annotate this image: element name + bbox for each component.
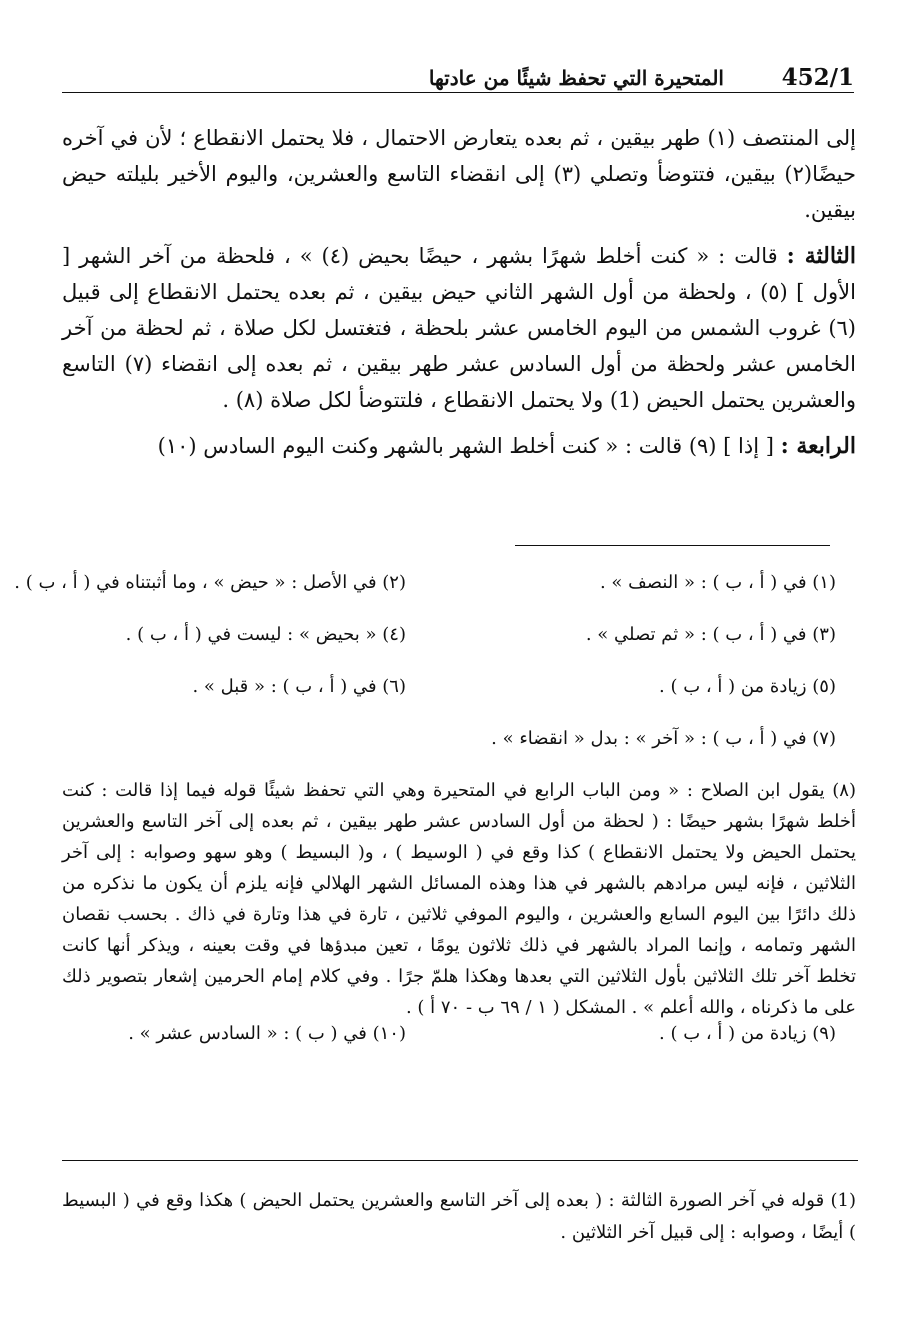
case-label-third: الثالثة : (786, 243, 856, 269)
footnote-7: (٧) في ( أ ، ب ) : « آخر » : بدل « انقضاء » . (491, 728, 836, 749)
footnote-6: (٦) في ( أ ، ب ) : « قبل » . (192, 676, 406, 697)
footnote-8: (٨) يقول ابن الصلاح : « ومن الباب الرابع في المتحيرة وهي التي تحفظ شيئًا قوله فيما إذا قالت : كنت أخلط شهرًا بشهر حيضًا : ( لحظة من أول السادس عشر طهر بيقين ، ثم بعده إلى آخر التاسع والعشرين يحتمل الحيض ولا يحتمل الانقطاع ) كذا وقع في ( الوسيط ) ، و( البسيط ) وهو سهو وصوابه : إلى آخر الثلاثين ، فإنه ليس مرادهم بالشهر في هذا وهذه المسائل الشهر الهلالي فإنه يلزم أن يكون ما نذكره من ذلك دائرًا بين اليوم السابع والعشرين ، واليوم الموفي ثلاثين ، تارة في هذا وتارة في ذاك . بحسب نقصان الشهر وتمامه ، وإنما المراد بالشهر في ذلك ثلاثون يومًا ، تعين مبدؤها في وقت بعينه ، ويذكر أنها كانت تخلط آخر تلك الثلاثين بأول الثلاثين التي بعدها وهكذا هلمّ جرًا . وفي كلام إمام الحرمين إشعار بتصوير ذلك على ما ذكرناه ، والله أعلم » . المشكل ( ١ / ٦٩ ب - ٧٠ أ ) . (62, 780, 856, 1018)
footnote-row (62, 676, 836, 728)
footnote-5: (٥) زيادة من ( أ ، ب ) . (659, 676, 836, 697)
third-case-text: قالت : « كنت أخلط شهرًا بشهر ، حيضًا بحيض (٤) » ، فلحظة من آخر الشهر [ الأول ] (٥) ، ولحظة من أول الشهر الثاني حيض بيقين ، ثم بعده يحتمل الانقطاع إلى قبيل (٦) غروب الشمس من اليوم الخامس عشر بلحظة ، فتغتسل لكل صلاة ، ثم لحظة من آخر الخامس عشر ولحظة من أول السادس عشر طهر بيقين ، ثم بعده إلى انقضاء (٧) التاسع والعشرين يحتمل الحيض (1) ولا يحتمل الانقطاع ، فلتتوضأ لكل صلاة (٨) . (62, 244, 857, 412)
editor-note-separator (62, 1160, 858, 1161)
paragraph-third-case (62, 238, 856, 418)
footnote-1: (١) في ( أ ، ب ) : « النصف » . (599, 572, 836, 593)
paragraph-fourth-case (62, 428, 856, 464)
footnote-separator (515, 545, 830, 546)
footnote-2: (٢) في الأصل : « حيض » ، وما أثبتناه في ( أ ، ب ) . (14, 572, 406, 593)
footnote-4: (٤) « بحيض » : ليست في ( أ ، ب ) . (125, 624, 406, 645)
running-title: المتحيرة التي تحفظ شيئًا من عادتها (428, 66, 724, 90)
editor-note: (1) قوله في آخر الصورة الثالثة : ( بعده إلى آخر التاسع والعشرين يحتمل الحيض ) هكذا وقع في ( البسيط ) أيضًا ، وصوابه : إلى قبيل آخر الثلاثين . (62, 1190, 856, 1243)
footnote-row (62, 624, 836, 676)
footnote-row (14, 572, 836, 624)
paragraph-1: إلى المنتصف (١) طهر بيقين ، ثم بعده يتعارض الاحتمال ، فلا يحتمل الانقطاع ؛ لأن في آخره حيضًا(٢) بيقين، فتتوضأ وتصلي (٣) إلى انقضاء التاسع والعشرين، واليوم الأخير بليلته حيض بيقين. (62, 126, 856, 222)
footnotes (14, 572, 836, 780)
header-rule (62, 92, 854, 93)
page-number: 452/1 (781, 64, 854, 91)
case-label-fourth: الرابعة : (780, 433, 856, 459)
footnote-9: (٩) زيادة من ( أ ، ب ) . (659, 1023, 836, 1044)
footnote-3: (٣) في ( أ ، ب ) : « ثم تصلي » . (585, 624, 836, 645)
footnote-row (62, 1023, 836, 1053)
footnote-row (62, 728, 836, 780)
running-header (62, 58, 854, 94)
main-text (62, 120, 856, 474)
footnote-10: (١٠) في ( ب ) : « السادس عشر » . (128, 1023, 406, 1044)
fourth-case-text: [ إذا ] (٩) قالت : « كنت أخلط الشهر بالشهر وكنت اليوم السادس (١٠) (157, 434, 781, 458)
